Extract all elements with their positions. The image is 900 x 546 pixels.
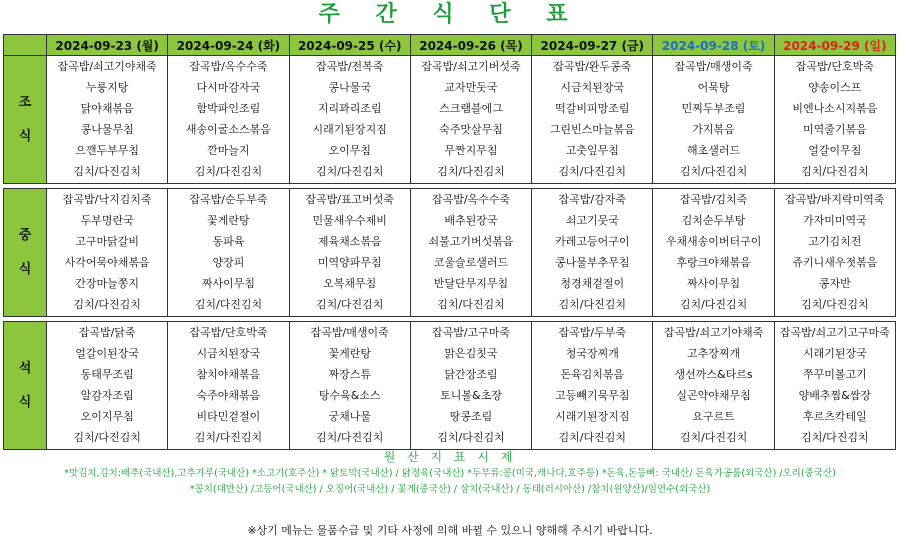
menu-item: 잡곡밥/고구마죽 (431, 326, 511, 339)
weekly-menu-table (3, 34, 896, 450)
menu-item: 어묵탕 (697, 81, 730, 94)
menu-item: 양송이스프 (808, 81, 862, 94)
menu-item: 꽃게란탕 (328, 347, 371, 360)
menu-item: 콩나물무침 (80, 123, 134, 136)
meal-label-char: 조 (18, 94, 32, 110)
menu-item: 김치/다진김치 (73, 165, 141, 178)
menu-item: 닭야채볶음 (80, 102, 134, 115)
date-header: 2024-09-23 (월) (47, 35, 168, 56)
page-title: 주 간 식 단 표 (318, 2, 582, 27)
menu-cell (168, 189, 289, 317)
menu-item: 잡곡밥/매생이죽 (674, 60, 753, 73)
menu-item: 잡곡밥/쇠고기고구마죽 (779, 326, 890, 339)
date-header: 2024-09-27 (금) (532, 35, 653, 56)
menu-item: 김치/다진김치 (558, 165, 626, 178)
menu-item: 반달단무지무침 (433, 277, 509, 290)
meal-row (4, 189, 896, 317)
menu-item: 교자만둣국 (444, 81, 498, 94)
menu-cell (653, 189, 774, 317)
menu-item: 다시마감자국 (196, 81, 261, 94)
meal-label (4, 322, 47, 450)
menu-item: 쭈꾸미볼고기 (802, 368, 867, 381)
menu-item: 실곤약야채무침 (676, 389, 751, 402)
menu-item: 김치/다진김치 (801, 298, 869, 311)
menu-item: 고기김치전 (808, 235, 862, 248)
menu-cell (410, 322, 531, 450)
origin-line: *맛김치,김치:배추(국내산),고추가루(국내산) *소고기(호주산) * 닭토막(국내산) / 닭정육(국내산) *두부류:콩(미국,캐나다,호주등) *돈육,돈등뼈: 국내산/ 돈육가공품(외국산) /오리(중국산) (64, 468, 836, 479)
menu-item: 누룽지탕 (85, 81, 129, 94)
menu-item: 사각어묵야채볶음 (64, 256, 150, 269)
menu-cell (774, 189, 895, 317)
menu-item: 그린빈스마늘볶음 (549, 123, 635, 136)
menu-cell (168, 56, 289, 184)
menu-item: 시금치된장국 (560, 81, 625, 94)
menu-item: 잡곡밥/낙지김치죽 (62, 193, 152, 206)
menu-item: 두부명란국 (80, 214, 134, 227)
menu-item: 김치/다진김치 (801, 165, 869, 178)
menu-item: 청국장찌개 (565, 347, 619, 360)
menu-item: 무짠지무침 (444, 144, 498, 157)
menu-item: 요구르트 (692, 410, 735, 423)
menu-item: 김치/다진김치 (194, 165, 263, 178)
meal-label-char: 식 (18, 261, 32, 277)
menu-item: 궁채나물 (328, 410, 371, 423)
menu-item: 오이무침 (328, 144, 371, 157)
menu-item: 잡곡밥/전복죽 (315, 60, 384, 73)
menu-item: 김치/다진김치 (679, 298, 748, 311)
menu-item: 지리꽈리조림 (317, 102, 382, 115)
menu-cell (774, 56, 895, 184)
menu-item: 우채새송이버터구이 (665, 235, 762, 248)
menu-item: 잡곡밥/쇠고기야채죽 (663, 326, 764, 339)
menu-item: 잡곡밥/완두콩죽 (553, 60, 632, 73)
menu-item: 잡곡밥/쇠고기야채죽 (57, 60, 157, 73)
menu-item: 함박파인조림 (196, 102, 261, 115)
menu-item: 후르츠칵테일 (802, 410, 867, 423)
meal-label-char: 석 (18, 360, 32, 376)
origin-line: *꽁치(대만산) /고등어(국내산) / 오징어(국내산) / 꽃게(중국산) / 삼치(국내산) / 동태(러시아산) /참치(원양산)/임연수(외국산) (189, 484, 711, 495)
menu-cell (653, 322, 774, 450)
date-header-row (4, 35, 896, 56)
menu-item: 고등빼기묵무침 (555, 389, 630, 402)
notice: ※상기 메뉴는 물품수급 및 기타 사정에 의해 바뀔 수 있으니 양해해 주시기 바랍니다. (247, 524, 653, 537)
menu-item: 쇠고기뭇국 (565, 214, 619, 227)
menu-cell (774, 322, 895, 450)
menu-cell (47, 322, 168, 450)
menu-cell (653, 56, 774, 184)
meal-label (4, 56, 47, 184)
menu-item: 고춧잎무침 (565, 144, 619, 157)
menu-item: 비타민겉절이 (196, 410, 261, 423)
menu-item: 민물새우수제비 (312, 214, 387, 227)
menu-item: 오복채무침 (323, 277, 377, 290)
meal-row (4, 56, 896, 184)
menu-cell (410, 189, 531, 317)
menu-cell (532, 56, 653, 184)
menu-item: 쥬키니새우젓볶음 (792, 256, 878, 269)
menu-item: 시금치된장국 (196, 347, 261, 360)
menu-item: 김치/다진김치 (558, 298, 626, 311)
menu-item: 숙주야채볶음 (196, 389, 261, 402)
menu-item: 김치/다진김치 (315, 165, 384, 178)
menu-item: 김치/다진김치 (801, 431, 869, 444)
menu-item: 김치/다진김치 (315, 298, 384, 311)
menu-item: 시래기된장지짐 (555, 410, 630, 423)
menu-item: 민찌두부조림 (681, 102, 746, 115)
menu-item: 코울슬로샐러드 (433, 256, 509, 269)
menu-item: 잡곡밥/단호박죽 (795, 60, 874, 73)
menu-item: 시래기된장지짐 (312, 123, 387, 136)
menu-item: 탕수육&소스 (318, 389, 381, 402)
menu-item: 가자미미역국 (802, 214, 867, 227)
meal-label-char: 중 (18, 227, 32, 243)
menu-item: 돈육김치볶음 (560, 368, 625, 381)
menu-item: 잡곡밥/감자죽 (558, 193, 626, 206)
menu-item: 잡곡밥/매생이죽 (310, 326, 389, 339)
menu-cell (289, 322, 410, 450)
menu-item: 가지볶음 (692, 123, 735, 136)
menu-item: 잡곡밥/옥수수죽 (431, 193, 511, 206)
date-header-saturday: 2024-09-28 (토) (653, 35, 774, 56)
origin-title: 원 산 지 표 시 제 (383, 450, 517, 464)
menu-item: 김치순두부탕 (681, 214, 746, 227)
menu-item: 간장마늘쫑지 (75, 277, 140, 290)
menu-item: 해초샐러드 (686, 144, 741, 157)
menu-item: 김치/다진김치 (194, 431, 263, 444)
date-header: 2024-09-25 (수) (289, 35, 410, 56)
menu-item: 비엔나소시지볶음 (792, 102, 878, 115)
menu-item: 땅콩조림 (449, 410, 493, 423)
menu-item: 짜장스튜 (328, 368, 371, 381)
menu-item: 숙주맛살무침 (439, 123, 503, 136)
menu-item: 고추장찌개 (686, 347, 741, 360)
menu-item: 알감자조림 (80, 389, 134, 402)
menu-item: 김치/다진김치 (679, 165, 748, 178)
menu-item: 잡곡밥/김치죽 (679, 193, 748, 206)
menu-item: 김치/다진김치 (437, 298, 505, 311)
menu-cell (168, 322, 289, 450)
menu-item: 김치/다진김치 (437, 431, 505, 444)
menu-item: 짜사이무침 (686, 277, 741, 290)
menu-item: 닭간장조림 (444, 368, 498, 381)
menu-item: 잡곡밥/옥수수죽 (189, 60, 268, 73)
menu-item: 쇠불고기버섯볶음 (428, 235, 514, 248)
menu-item: 고구마닭갈비 (75, 235, 140, 248)
menu-item: 김치/다진김치 (194, 298, 263, 311)
date-header: 2024-09-24 (화) (168, 35, 289, 56)
menu-item: 동태무조림 (80, 368, 134, 381)
menu-item: 양장피 (212, 256, 245, 269)
menu-item: 잡곡밥/쇠고기버섯죽 (421, 60, 521, 73)
menu-cell (410, 56, 531, 184)
menu-item: 생선까스&타르s (674, 368, 753, 381)
menu-cell (532, 322, 653, 450)
menu-item: 짜사이무침 (201, 277, 255, 290)
menu-item: 깐마늘지 (207, 144, 250, 157)
menu-item: 카레고등어구이 (555, 235, 630, 248)
menu-item: 잡곡밥/닭죽 (78, 326, 136, 339)
menu-item: 미역양파무침 (317, 256, 382, 269)
menu-item: 얼갈이무침 (808, 144, 862, 157)
menu-cell (47, 56, 168, 184)
menu-item: 스크램블에그 (439, 102, 503, 115)
menu-item: 맑은김칫국 (444, 347, 498, 360)
menu-item: 잡곡밥/순두부죽 (189, 193, 268, 206)
menu-item: 청경채겉절이 (560, 277, 625, 290)
menu-item: 얼갈이된장국 (75, 347, 140, 360)
menu-item: 김치/다진김치 (73, 298, 141, 311)
menu-cell (289, 189, 410, 317)
date-header-sunday: 2024-09-29 (일) (774, 35, 895, 56)
menu-item: 오이지무침 (80, 410, 134, 423)
meal-row (4, 322, 896, 450)
menu-item: 잡곡밥/단호박죽 (189, 326, 268, 339)
menu-item: 김치/다진김치 (315, 431, 384, 444)
menu-item: 양배추찜&쌈장 (798, 389, 872, 402)
menu-cell (289, 56, 410, 184)
origin-info (10, 466, 890, 498)
menu-item: 콩나물부추무침 (555, 256, 630, 269)
menu-item: 잡곡밥/바지락미역죽 (785, 193, 885, 206)
menu-item: 시래기된장국 (802, 347, 867, 360)
menu-item: 새송이굴소스볶음 (185, 123, 271, 136)
menu-cell (532, 189, 653, 317)
meal-label (4, 189, 47, 317)
menu-item: 으깬두부무침 (75, 144, 140, 157)
menu-item: 후랑크야채볶음 (676, 256, 751, 269)
menu-item: 김치/다진김치 (558, 431, 626, 444)
menu-item: 김치/다진김치 (73, 431, 141, 444)
menu-body (4, 56, 896, 450)
menu-item: 김치/다진김치 (679, 431, 748, 444)
meal-label-char: 식 (18, 394, 32, 410)
menu-item: 참치야채볶음 (196, 368, 261, 381)
menu-item: 제육채소볶음 (317, 235, 382, 248)
menu-item: 콩나물국 (328, 81, 371, 94)
menu-item: 콩자반 (818, 277, 851, 290)
menu-item: 꽃게란탕 (207, 214, 250, 227)
menu-item: 동파육 (212, 235, 245, 248)
menu-item: 배추된장국 (444, 214, 498, 227)
menu-item: 잡곡밥/표고버섯죽 (305, 193, 395, 206)
menu-item: 잡곡밥/두부죽 (558, 326, 626, 339)
menu-item: 떡갈비피망조림 (555, 102, 630, 115)
corner-cell (4, 35, 47, 56)
menu-item: 미역줄기볶음 (802, 123, 867, 136)
menu-cell (47, 189, 168, 317)
menu-item: 김치/다진김치 (437, 165, 505, 178)
menu-item: 토니볼&초장 (440, 389, 502, 402)
date-header: 2024-09-26 (목) (410, 35, 531, 56)
meal-label-char: 식 (18, 128, 32, 144)
